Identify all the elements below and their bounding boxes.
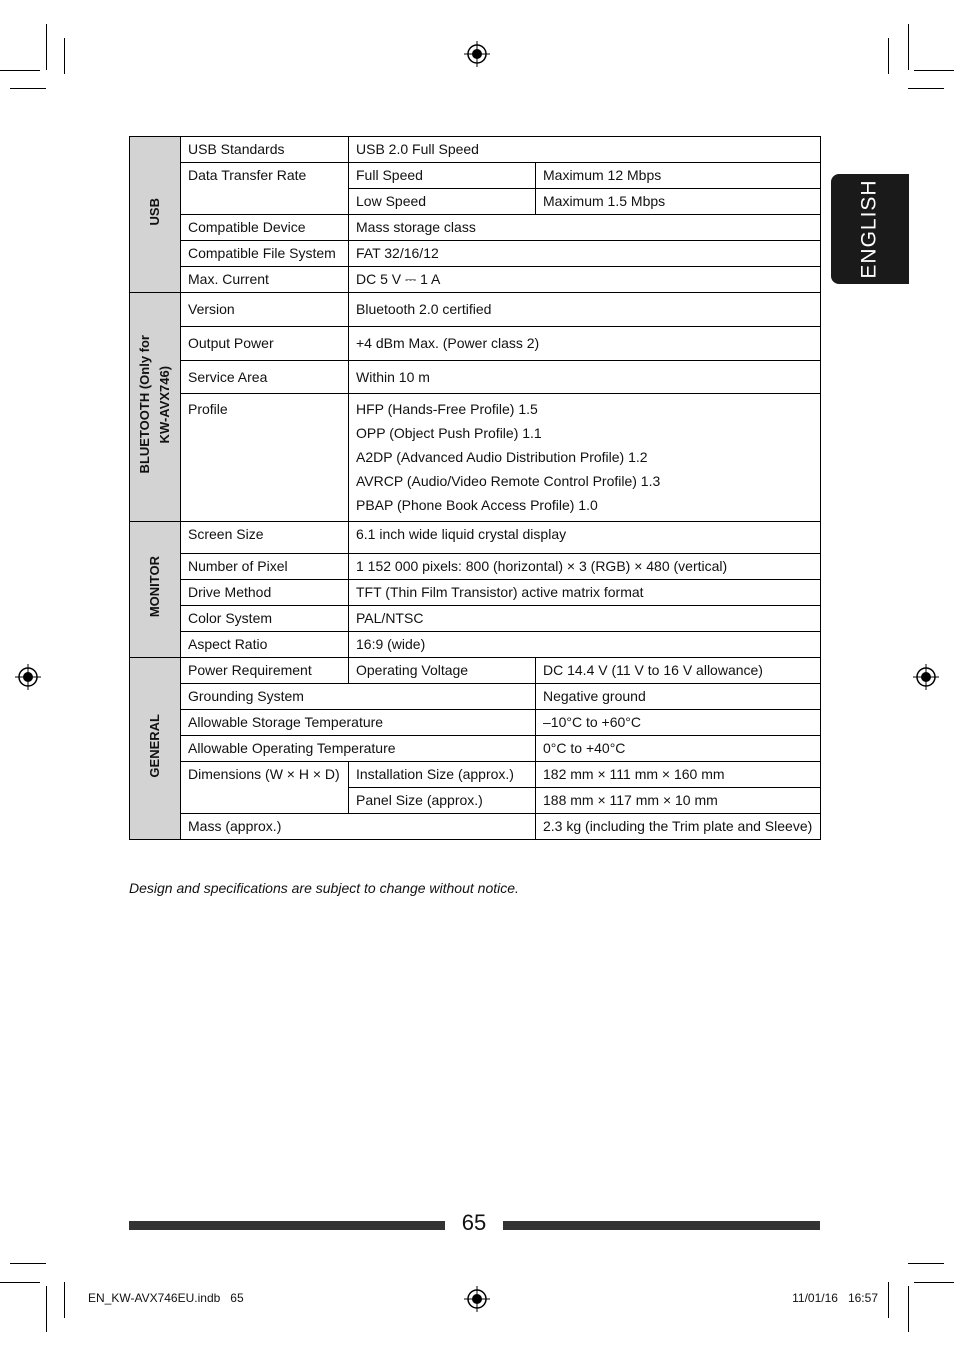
table-row: [130, 762, 821, 788]
section-title-line: BLUETOOTH (Only for: [137, 335, 152, 474]
profile-item: OPP (Object Push Profile) 1.1: [356, 425, 542, 441]
spec-label: Service Area: [181, 361, 349, 394]
table-row: [130, 710, 821, 736]
registration-mark-icon: [913, 664, 939, 690]
crop-mark: [64, 38, 65, 74]
spec-value: –10°C to +60°C: [536, 710, 821, 736]
profile-item: PBAP (Phone Book Access Profile) 1.0: [356, 497, 598, 513]
section-bluetooth: [130, 293, 181, 522]
spec-value: Within 10 m: [349, 361, 821, 394]
spec-label: Version: [181, 293, 349, 327]
registration-mark-icon: [464, 41, 490, 67]
crop-mark: [908, 1286, 909, 1332]
table-row: [130, 137, 821, 163]
registration-mark-icon: [464, 1286, 490, 1312]
spec-value: Bluetooth 2.0 certified: [349, 293, 821, 327]
spec-sublabel: Installation Size (approx.): [349, 762, 536, 788]
page-bar-left: [129, 1221, 445, 1230]
profile-item: HFP (Hands-Free Profile) 1.5: [356, 401, 538, 417]
spec-sublabel: Low Speed: [349, 189, 536, 215]
spec-value: USB 2.0 Full Speed: [349, 137, 821, 163]
table-row: [130, 554, 821, 580]
table-row: [130, 658, 821, 684]
spec-value: Mass storage class: [349, 215, 821, 241]
spec-label: Max. Current: [181, 267, 349, 293]
crop-mark: [888, 38, 889, 74]
crop-mark: [888, 1282, 889, 1318]
page-bar-right: [503, 1221, 820, 1230]
crop-mark: [914, 1282, 954, 1283]
section-general: GENERAL: [130, 658, 181, 840]
section-monitor: MONITOR: [130, 522, 181, 658]
spec-label: Compatible File System: [181, 241, 349, 267]
spec-label: Compatible Device: [181, 215, 349, 241]
spec-value-list: [349, 394, 821, 522]
spec-sublabel: Panel Size (approx.): [349, 788, 536, 814]
crop-mark: [46, 1286, 47, 1332]
specifications-table: [129, 136, 821, 840]
table-row: [130, 361, 821, 394]
section-title-line: KW-AVX746): [157, 365, 172, 444]
spec-value: 1 152 000 pixels: 800 (horizontal) × 3 (RGB) × 480 (vertical): [349, 554, 821, 580]
crop-mark: [908, 24, 909, 70]
crop-mark: [0, 1282, 40, 1283]
spec-label: USB Standards: [181, 137, 349, 163]
crop-mark: [908, 88, 944, 89]
spec-sublabel: Full Speed: [349, 163, 536, 189]
spec-value: Maximum 12 Mbps: [536, 163, 821, 189]
table-row: [130, 814, 821, 840]
profile-item: A2DP (Advanced Audio Distribution Profile) 1.2: [356, 449, 648, 465]
spec-label: Aspect Ratio: [181, 632, 349, 658]
spec-label: Mass (approx.): [181, 814, 536, 840]
language-tab-label: ENGLISH: [858, 179, 882, 279]
table-row: [130, 394, 821, 522]
spec-value: 16:9 (wide): [349, 632, 821, 658]
spec-value: 0°C to +40°C: [536, 736, 821, 762]
spec-label: Color System: [181, 606, 349, 632]
spec-label: Allowable Storage Temperature: [181, 710, 536, 736]
spec-label: Data Transfer Rate: [181, 163, 349, 215]
spec-value: DC 5 V ⎓ 1 A: [349, 267, 821, 293]
footer-file-info: EN_KW-AVX746EU.indb 65: [88, 1291, 244, 1305]
spec-label: Number of Pixel: [181, 554, 349, 580]
crop-mark: [10, 1263, 46, 1264]
table-row: [130, 267, 821, 293]
spec-value: TFT (Thin Film Transistor) active matrix format: [349, 580, 821, 606]
spec-sublabel: Operating Voltage: [349, 658, 536, 684]
table-row: [130, 606, 821, 632]
spec-value: FAT 32/16/12: [349, 241, 821, 267]
spec-label: Screen Size: [181, 522, 349, 554]
page-number: 65: [461, 1210, 487, 1235]
language-tab: [831, 174, 909, 284]
spec-label: Grounding System: [181, 684, 536, 710]
table-row: [130, 632, 821, 658]
registration-mark-icon: [15, 664, 41, 690]
table-row: [130, 684, 821, 710]
crop-mark: [10, 88, 46, 89]
spec-value: Negative ground: [536, 684, 821, 710]
spec-value: 2.3 kg (including the Trim plate and Sleeve): [536, 814, 821, 840]
crop-mark: [914, 70, 954, 71]
footer-date-time: 11/01/16 16:57: [792, 1291, 878, 1305]
spec-label: Output Power: [181, 327, 349, 361]
table-row: [130, 736, 821, 762]
table-row: [130, 327, 821, 361]
spec-label: Allowable Operating Temperature: [181, 736, 536, 762]
spec-value: 6.1 inch wide liquid crystal display: [349, 522, 821, 554]
spec-value: 182 mm × 111 mm × 160 mm: [536, 762, 821, 788]
spec-value: PAL/NTSC: [349, 606, 821, 632]
spec-value: DC 14.4 V (11 V to 16 V allowance): [536, 658, 821, 684]
crop-mark: [64, 1282, 65, 1318]
spec-label: Dimensions (W × H × D): [181, 762, 349, 814]
spec-label: Drive Method: [181, 580, 349, 606]
table-row: [130, 580, 821, 606]
table-row: [130, 215, 821, 241]
spec-label: Profile: [181, 394, 349, 522]
crop-mark: [0, 70, 40, 71]
profile-item: AVRCP (Audio/Video Remote Control Profile) 1.3: [356, 473, 661, 489]
crop-mark: [46, 24, 47, 70]
spec-label: Power Requirement: [181, 658, 349, 684]
table-row: [130, 163, 821, 189]
spec-value: 188 mm × 117 mm × 10 mm: [536, 788, 821, 814]
spec-value: Maximum 1.5 Mbps: [536, 189, 821, 215]
table-row: [130, 241, 821, 267]
disclaimer-note: Design and specifications are subject to change without notice.: [129, 880, 519, 896]
table-row: [130, 522, 821, 554]
table-row: [130, 293, 821, 327]
spec-value: +4 dBm Max. (Power class 2): [349, 327, 821, 361]
crop-mark: [908, 1263, 944, 1264]
section-usb: USB: [130, 137, 181, 293]
